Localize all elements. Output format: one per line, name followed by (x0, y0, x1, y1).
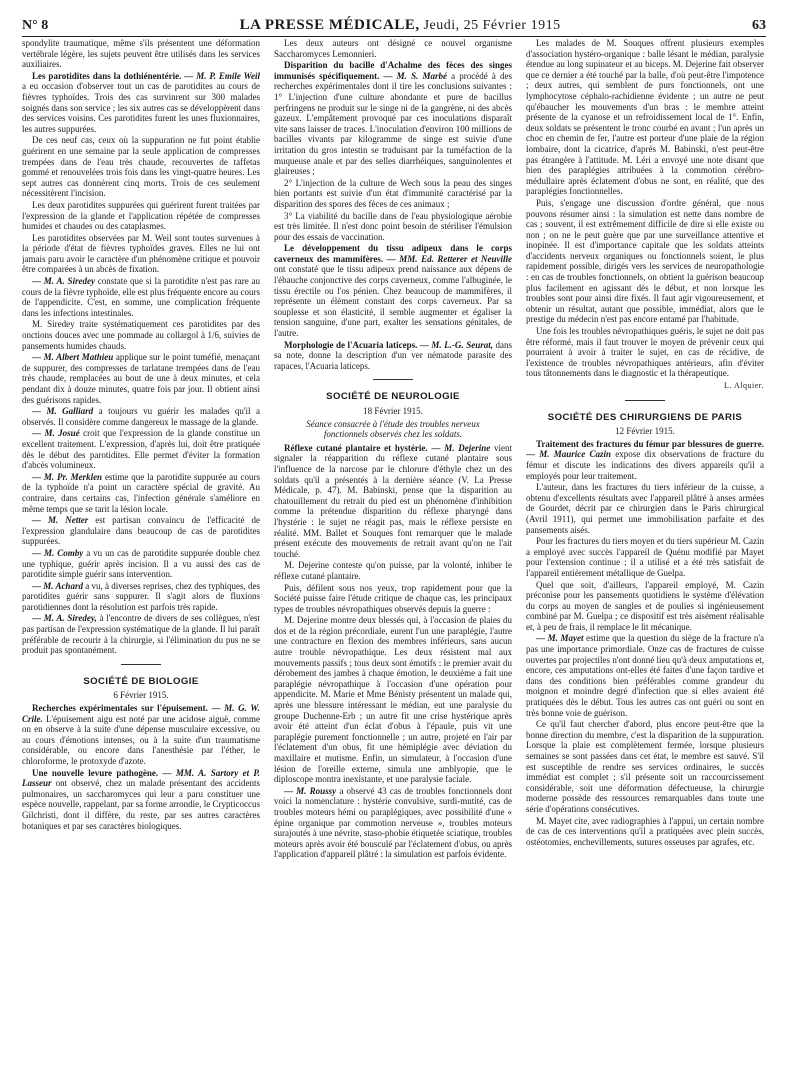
paragraph: Ce qu'il faut chercher d'abord, plus encore peut-être que la bonne direction du membre, c'est la disparition de la suppuration. Lorsque la plaie est complètement fermée, lorsque plusieurs semaines se sont passées dans cet état, le membre est sauvé. S'il est susceptible de rendre ses services ordinaires, le succès immédiat est complet ; s'il présente soit un raccourcissement considérable, soit une déformation défectueuse, la chirurgie moderne possède des ressources remarquables dans toute une série d'opérations consécutives. (526, 719, 764, 814)
report-heading: Traitement des fractures du fémur par blessures de guerre. (536, 438, 764, 449)
paragraph: spondylite traumatique, même s'ils présentent une déformation vertébrale légère, les sujets peuvent être utilisés dans les services auxiliaires. (22, 38, 260, 70)
paragraph: 2° L'injection de la culture de Wech sous la peau des singes bien portants est suivie d'un état d'immunité caractérisé par la disparition des spores des fèces de ces animaux ; (274, 177, 512, 209)
report-author: — M. P. Emile Weil (184, 70, 260, 81)
paragraph: Disparition du bacille d'Achalme des fèces des singes immunisés spécifiquement. — M. S. Marbé a procédé à des recherches expérimentales dont il tire les conclusions suivantes : 1° L'injection d'une culture abondante et pure de bacillus perfringens ne produit sur le singe ni de la gangrène, ni des abcès gazeux. L'empâtement provoqué par ces inoculations disparaît vite sans laisser de traces. L'inoculation d'environ 100 millions de bacilles vivants par kilogramme de singe est suivie d'une irritation du gros intestin se traduisant par la tuméfaction de la muqueuse anale et par des selles diarrhéiques, sanguinolentes et glaireuses ; (274, 60, 512, 177)
section-title: SOCIÉTÉ DE BIOLOGIE (83, 675, 199, 687)
section-title: SOCIÉTÉ DES CHIRURGIENS DE PARIS (547, 411, 743, 423)
paragraph: De ces neuf cas, ceux où la suppuration ne fut point établie guérirent en une semaine par la seule application de compresses trempées dans de l'eau très chaude, recouvertes de taffetas gommé et renouvelées trois fois dans les vingt-quatre heures. Les sept autres cas donnèrent cinq morts. Trois de ces seulement nécessitèrent l'incision. (22, 135, 260, 199)
report-heading: Le développement du tissu adipeux dans le corps caverneux des mammifères. (274, 243, 512, 264)
paragraph: 3° La viabilité du bacille dans de l'eau physiologique aérobie est très limitée. Il n'est donc point besoin de stériliser l'émulsion pour des essais de vaccination. (274, 210, 512, 242)
paragraph: Traitement des fractures du fémur par blessures de guerre. — M. Maurice Cazin expose dix observations de fracture du fémur et discute les indications des divers appareils qu'il a employés pour leur traitement. (526, 438, 764, 481)
section-title: SOCIÉTÉ DE NEUROLOGIE (326, 391, 460, 403)
paragraph: — M. Roussy a observé 43 cas de troubles fonctionnels dont voici la nomenclature : hystérie convulsive, surdi-mutité, cas de troubles moteurs hémi ou paraplégiques, avec possibilité d'une « épine organique par commotion nerveuse », troubles moteurs surajoutés à une névrite, staso-phobie étiquetée sciatique, troubles moteurs après avoir été bousculé par l'éclatement d'obus, ou après l'application d'appareil plâtré : la simulation est parfois évidente. (274, 785, 512, 860)
paragraph: M. Dejerine conteste qu'on puisse, par la volonté, inhiber le réflexe cutané plantaire. (274, 560, 512, 581)
report-heading: Les parotidites dans la dothiénentérie. (32, 70, 182, 81)
report-author: — MM. Ed. Retterer et Neuville (386, 253, 512, 264)
page-header (22, 8, 766, 37)
report-heading: Réflexe cutané plantaire et hystérie. (284, 442, 428, 453)
report-heading: Une nouvelle levure pathogène. (32, 767, 159, 778)
journal-title (240, 17, 561, 34)
paragraph: — M. A. Siredey constate que si la parotidite n'est pas rare au cours de la fièvre typhoïde, elle est plus fréquente encore au cours de l'appendicite. C'est, en somme, une complication fréquente dans les infections intestinales. (22, 276, 260, 318)
paragraph: M. Mayet cite, avec radiographies à l'appui, un certain nombre de cas de ces interventions qu'il a pratiquées avec plein succès, ostéotomies, enchevillements, sutures osseuses par agrafes, etc. (526, 815, 764, 847)
paragraph: — M. Mayet estime que la question du siège de la fracture n'a pas une importance primordiale. Onze cas de fractures de cuisse ouvertes par projectiles n'ont donné lieu qu'à deux amputations et, encore, ces amputations ont-elles été faites d'une façon tardive et dans des conditions bien préférables comme grandeur du moignon et moindre degré d'infection que si elles avaient été pratiquées dès le début. Tous les autres cas ont guéri ou sont en très bonne voie de guérison. (526, 633, 764, 718)
section-divider (121, 664, 161, 665)
paragraph: Une fois les troubles névropathiques guéris, le sujet ne doit pas être réformé, mais il faut trouver le moyen de prévenir ceux qui pourraient à avoir à traiter le sujet, en cas de récidive, de l'existence de troubles névropathiques antérieurs, afin d'éviter tous tâtonnements dans le diagnostic et la thérapeutique. (526, 326, 764, 379)
paragraph: — M. Josué croit que l'expression de la glande constitue un excellent traitement. L'expression, d'après lui, doit être pratiquée dès le début des parotidites. Elle permet d'éviter la formation d'abcès volumineux. (22, 428, 260, 471)
paragraph: Les parotidites dans la dothiénentérie. — M. P. Emile Weil a eu occasion d'observer tout un cas de parotidites au cours de fièvres typhoïdes. Trois des cas survinrent sur 300 malades soignés dans son service ; les six autres cas se développèrent dans des services voisins. Ces parotidites furent les unes fluxionnaires, les autres suppurées. (22, 70, 260, 134)
author-signature: L. Alquier. (724, 381, 764, 390)
speaker: — M. A. Siredey (32, 276, 95, 287)
report-author: — M. Maurice Cazin (526, 449, 612, 460)
paragraph: Le développement du tissu adipeux dans le corps caverneux des mammifères. — MM. Ed. Retterer et Neuville ont constaté que le tissu adipeux prend naissance aux dépens de l'ébauche conjonctive des corps caverneux, comme l'albuginée, le tissu érectile ou l'os pénien. Chez beaucoup de mammifères, il représente un élément constant des corps caverneux. Par sa souplesse et son élasticité, il semble augmenter et égaliser la tension sanguine, d'une part, exalter les sensations génitales, de l'autre. (274, 243, 512, 339)
report-heading: Disparition du bacille d'Achalme des fèces des singes immunisés spécifiquement. (274, 60, 512, 81)
paragraph: Les parotidites observées par M. Weil sont toutes survenues à la période d'état de fièvres typhoïdes graves. Elles ne lui ont jamais paru avoir le caractère d'un phénomène critique et pouvoir être comparées à un abcès de fixation. (22, 232, 260, 275)
speaker: — M. Josué (32, 428, 80, 439)
article-columns (22, 38, 766, 1074)
paragraph: Les deux parotidites suppurées qui guérirent furent traitées par l'expression de la glande et l'application répétée de compresses humides et chaudes ou des cataplasmes. (22, 199, 260, 232)
paragraph: Les malades de M. Souques offrent plusieurs exemples d'association hystéro-organique : balle lésant le médian, paralysie étendue au long supinateur et au biceps. M. Dejerine fait observer que ce dernier a été touché par la balle, d'où peut-être l'impotence ; deux autres, qui semblent de purs fonctionnels, ont une lymphocytose céphalo-rachidienne évidente ; un autre ne peut qu'ébaucher les mouvements d'un bras : le membre atteint présente de la cyanose et un refroidissement local de 1°. Enfin, deux soldats se présentent le tronc courbé en avant ; l'un après un choc en chemin de fer, l'autre est porteur d'une plaie de la région lombaire, dont la cicatrice, d'après M. Babinski, n'est peut-être pas étrangère à l'attitude. M. Léri a envoyé une note disant que bien des paraplégies attribuées à la commotion cérébro-médullaire après éclatement d'obus ne sont, en réalité, que des paraplégies fonctionnelles. (526, 38, 764, 197)
paragraph: M. Dejerine montre deux blessés qui, à l'occasion de plaies du dos et de la région précordiale, eurent l'un une paraplégie, l'autre une contracture en flexion des membres inférieurs, sans aucun autre trouble névropathique. Les deux résistent mal aux mouvements passifs ; tous deux sont émotifs : le premier avait du dérobement des jambes à chaque émotion, le deuxième a fait une paraplégie névropathique à l'occasion d'une opération pour appendicite. M. Marie et Mme Bénisty présentent un malade qui, après une blessure intéressant le médian, eut une paralysie du groupe Duchenne-Erb ; un autre fit une crise hystérique après avoir été atteint d'un éclat d'obus à l'épaule, puis vit une paraplégie purement fonctionnelle ; un autre, projeté en l'air par l'éclatement d'un obus, fit une hémiplégie avec déviation du maxillaire et mutisme. Enfin, un simulateur, à l'occasion d'une lésion de l'oreille externe, simula une amblyopie, que le diploscope montra inexistante, et une paralysie faciale. (274, 615, 512, 785)
section-subtitle: Séance consacrée à l'étude des troubles nerveux fonctionnels observés chez les soldats. (306, 418, 480, 440)
speaker: — M. Galliard (32, 406, 94, 417)
section-date: 6 Février 1915. (113, 690, 169, 701)
paragraph: — M. Comby a vu un cas de parotidite suppurée double chez une typhique, guérir après incision. Il a vu aussi des cas de parotidite simple guérir sans intervention. (22, 547, 260, 580)
column-3 (526, 38, 764, 1074)
section-divider (373, 379, 413, 380)
speaker: — M. Netter (32, 515, 89, 526)
paragraph: Une nouvelle levure pathogène. — MM. A. Sartory et P. Lasseur ont observé, chez un malade présentant des accidents pulmonaires, un saccharomyces qui leur a paru constituer une espèce nouvelle, rappelant, par sa forme arrondie, le Crypticoccus Gilchristi, dont il diffère, du reste, par ses autres caractères botaniques et par ses caractères biologiques. (22, 767, 260, 831)
report-author: — M. Dejerine (431, 442, 491, 453)
paragraph: Pour les fractures du tiers moyen et du tiers supérieur M. Cazin a employé avec succès l'appareil de Quénu modifié par Mayet pour l'extension continue ; il a utilisé et a été très satisfait de l'appareil entièrement métallique de Guelpa. (526, 536, 764, 578)
paragraph: Puis, s'engage une discussion d'ordre général, que nous pouvons résumer ainsi : la simulation est nette dans nombre de cas ; souvent, il est extrêmement difficile de dire si elle existe ou non ; on ne le peut guère que par une surveillance attentive et inopinée. Il est d'importance capitale que les soldats atteints d'accidents nerveux organiques ou fonctionnels soient, le plus rapidement possible, dirigés vers les services de neuropathologie : en cas de troubles fonctionnels, on obtient la guérison beaucoup plus facilement en agissant dès le début, et non lorsque les troubles sont pour ainsi dire fixés. Il faut agir vigoureusement, et obtenir un résultat, autant que possible, immédiat, alors que le prestige du médecin n'est pas encore entamé par l'habitude. (526, 197, 764, 325)
speaker: — M. Comby (32, 547, 84, 558)
page-number: 63 (751, 18, 766, 33)
paragraph: M. Siredey traite systématiquement ces parotidites par des onctions douces avec une pommade au collargol à 1/6, suivies de pansements humides chauds. (22, 319, 260, 351)
report-heading: Recherches expérimentales sur l'épuisement. (32, 703, 208, 714)
speaker: — M. Achard (32, 580, 83, 591)
paragraph: — M. Galliard a toujours vu guérir les malades qu'il a observés. Il considère comme dangereux le massage de la glande. (22, 406, 260, 427)
paragraph: — M. Pr. Merklen estime que la parotidite suppurée au cours de la typhoïde n'a point un caractère spécial de gravité. Au contraire, dans certains cas, l'infection générale s'améliore en même temps que se tarit la lésion locale. (22, 471, 260, 514)
paragraph: Réflexe cutané plantaire et hystérie. — M. Dejerine vient signaler la réapparition du réflexe cutané plantaire sous l'influence de la narcose par le chlorure d'éthyle chez un des soldats qu'il a présentés à la dernière séance (V. La Presse Médicale, p. 47). M. Babinski, pense que la disparition au chatouillement du retrait du pied est un phénomène d'inhibition comme la prétendue disparition du réflexe pharyngé dans l'hystérie : le sujet ne réagit pas, mais le réflexe persiste en réalité. MM. Ballet et Souques font remarquer que le malade présent exécute des mouvements de retrait avant qu'on ne l'ait touché. (274, 442, 512, 559)
paragraph: — M. Netter est partisan convaincu de l'efficacité de l'expression glandulaire dans beaucoup de cas de parotidites suppurées. (22, 515, 260, 547)
speaker: — M. A. Siredey, (32, 613, 97, 624)
report-author: — M. S. Marbé (383, 70, 447, 81)
paragraph: Les deux auteurs ont désigné ce nouvel organisme Saccharomyces Lemonnieri. (274, 38, 512, 59)
paragraph: Puis, défilent sous nos yeux, trop rapidement pour que la Société puisse faire l'étude critique de chaque cas, les principaux types de troubles névropathiques observés depuis la guerre : (274, 582, 512, 614)
column-2 (274, 38, 512, 1074)
paragraph: L'auteur, dans les fractures du tiers inférieur de la cuisse, a obtenu d'excellents résultats avec l'appareil plâtré à anses armées de Gourdet, décrit par ce chirurgien dans le Paris chirurgical (Avril 1911), qui permet une immobilisation parfaite et des pansements aisés. (526, 482, 764, 535)
report-heading: Morphologie de l'Acuaria laticeps. (284, 339, 418, 350)
paragraph: — M. A. Siredey, à l'encontre de divers de ses collègues, n'est pas partisan de l'expression systématique de la glande. Il lui paraît préférable de recourir à la chirurgie, si l'élimination du pus ne se produit pas spontanément. (22, 613, 260, 656)
paragraph: — M. Albert Mathieu applique sur le point tuméfié, menaçant de suppurer, des compresses de tarlatane trempées dans de l'eau très chaude, remplacées au bout de une à deux minutes, et cela pendant dix à douze minutes, quatre fois par jour. Il obtient ainsi des guérisons rapides. (22, 352, 260, 405)
issue-date: Jeudi, 25 Février 1915 (423, 18, 561, 33)
speaker: — M. Albert Mathieu (32, 352, 114, 363)
paragraph: Quel que soit, d'ailleurs, l'appareil employé, M. Cazin préconise pour les pansements quotidiens le système d'élévation du corps au moyen de sangles et de poulies si ingénieusement combiné par M. Guelpa ; ce dispositif est très aisément réalisable et, à peu de frais, il remplace le lit mécanique. (526, 579, 764, 632)
column-1 (22, 38, 260, 1074)
report-author: — MM. A. Sartory et P. Lasseur (22, 767, 260, 789)
paragraph: Morphologie de l'Acuaria laticeps. — M. L.-G. Seurat, dans sa note, donne la description d'un ver nématode parasite des rapaces, l'Acuaria laticeps. (274, 339, 512, 371)
issue-number: N° 8 (22, 18, 49, 33)
speaker: — M. Pr. Merklen (32, 471, 103, 482)
section-date: 12 Février 1915. (615, 426, 675, 437)
section-date: 18 Février 1915. (363, 406, 423, 416)
paragraph: — M. Achard a vu, à diverses reprises, chez des typhiques, des parotidites guérir sans suppurer. Il s'agit alors de fluxions parotidiennes dont la résolution est parfois très rapide. (22, 580, 260, 612)
section-divider (625, 400, 665, 401)
report-author: — M. G. W. Crile. (22, 703, 260, 724)
paragraph: Recherches expérimentales sur l'épuisement. — M. G. W. Crile. L'épuisement aigu est noté par une acidose aiguë, comme on en observe à la suite d'une dépense musculaire excessive, ou au cours d'émotions intenses, ou à la suite d'un traumatisme considérable, ou encore dans l'anesthésie par l'éther, le chloroforme, le protoxyde d'azote. (22, 703, 260, 766)
report-author: — M. L.-G. Seurat, (419, 339, 493, 350)
journal-name: LA PRESSE MÉDICALE, (239, 17, 420, 33)
speaker: — M. Mayet (536, 633, 584, 644)
speaker: — M. Roussy (284, 785, 337, 796)
